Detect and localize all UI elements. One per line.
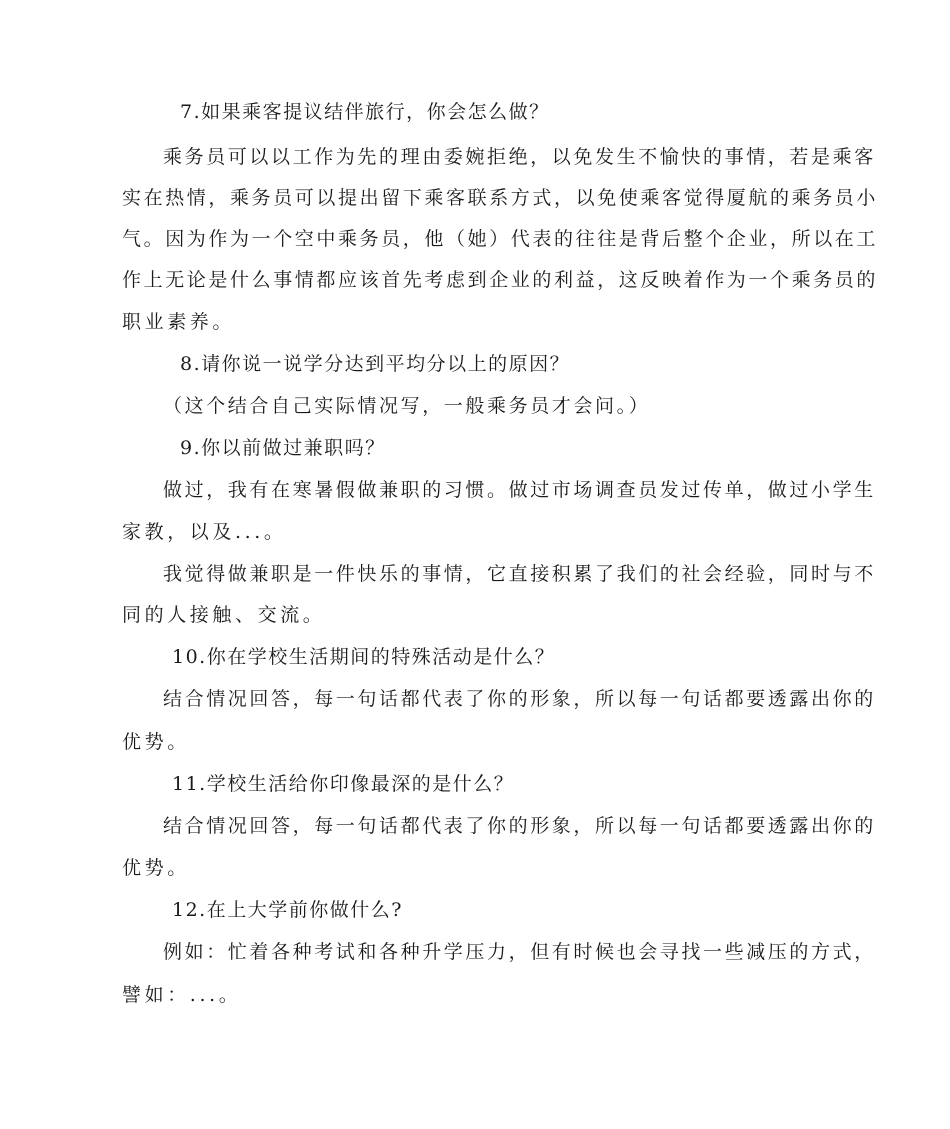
answer-7-line-1: 乘务员可以以工作为先的理由委婉拒绝，以免发生不愉快的事情，若是乘客: [163, 146, 876, 168]
question-11: 11.学校生活给你印像最深的是什么？: [172, 773, 515, 795]
answer-9-line-2: 家教，以及...。: [122, 521, 287, 543]
answer-8-line-1: （这个结合自己实际情况写，一般乘务员才会问。）: [163, 395, 651, 417]
answer-12-line-2: 譬如：...。: [122, 984, 242, 1006]
question-10: 10.你在学校生活期间的特殊活动是什么？: [172, 646, 556, 668]
answer-10-line-2: 优势。: [122, 731, 190, 753]
answer-12-line-1: 例如：忙着各种考试和各种升学压力，但有时候也会寻找一些减压的方式，: [163, 941, 876, 963]
answer-9-line-4: 同的人接触、交流。: [122, 604, 326, 626]
answer-7-line-2: 实在热情，乘务员可以提出留下乘客联系方式，以免使乘客觉得厦航的乘务员小: [122, 187, 879, 209]
question-9: 9.你以前做过兼职吗？: [180, 437, 386, 459]
answer-7-line-3: 气。因为作为一个空中乘务员，他（她）代表的往往是背后整个企业，所以在工: [122, 228, 879, 250]
answer-7-line-5: 职业素养。: [122, 311, 236, 333]
answer-7-line-4: 作上无论是什么事情都应该首先考虑到企业的利益，这反映着作为一个乘务员的: [122, 269, 879, 291]
question-8: 8.请你说一说学分达到平均分以上的原因？: [180, 353, 571, 375]
answer-11-line-1: 结合情况回答，每一句话都代表了你的形象，所以每一句话都要透露出你的: [163, 815, 876, 837]
question-12: 12.在上大学前你做什么?: [172, 899, 403, 921]
answer-10-line-1: 结合情况回答，每一句话都代表了你的形象，所以每一句话都要透露出你的: [163, 688, 876, 710]
answer-9-line-1: 做过，我有在寒暑假做兼职的习惯。做过市场调查员发过传单，做过小学生: [163, 479, 876, 501]
answer-9-line-3: 我觉得做兼职是一件快乐的事情，它直接积累了我们的社会经验，同时与不: [163, 563, 876, 585]
answer-11-line-2: 优势。: [122, 857, 190, 879]
question-7: 7.如果乘客提议结伴旅行，你会怎么做？: [180, 101, 550, 123]
